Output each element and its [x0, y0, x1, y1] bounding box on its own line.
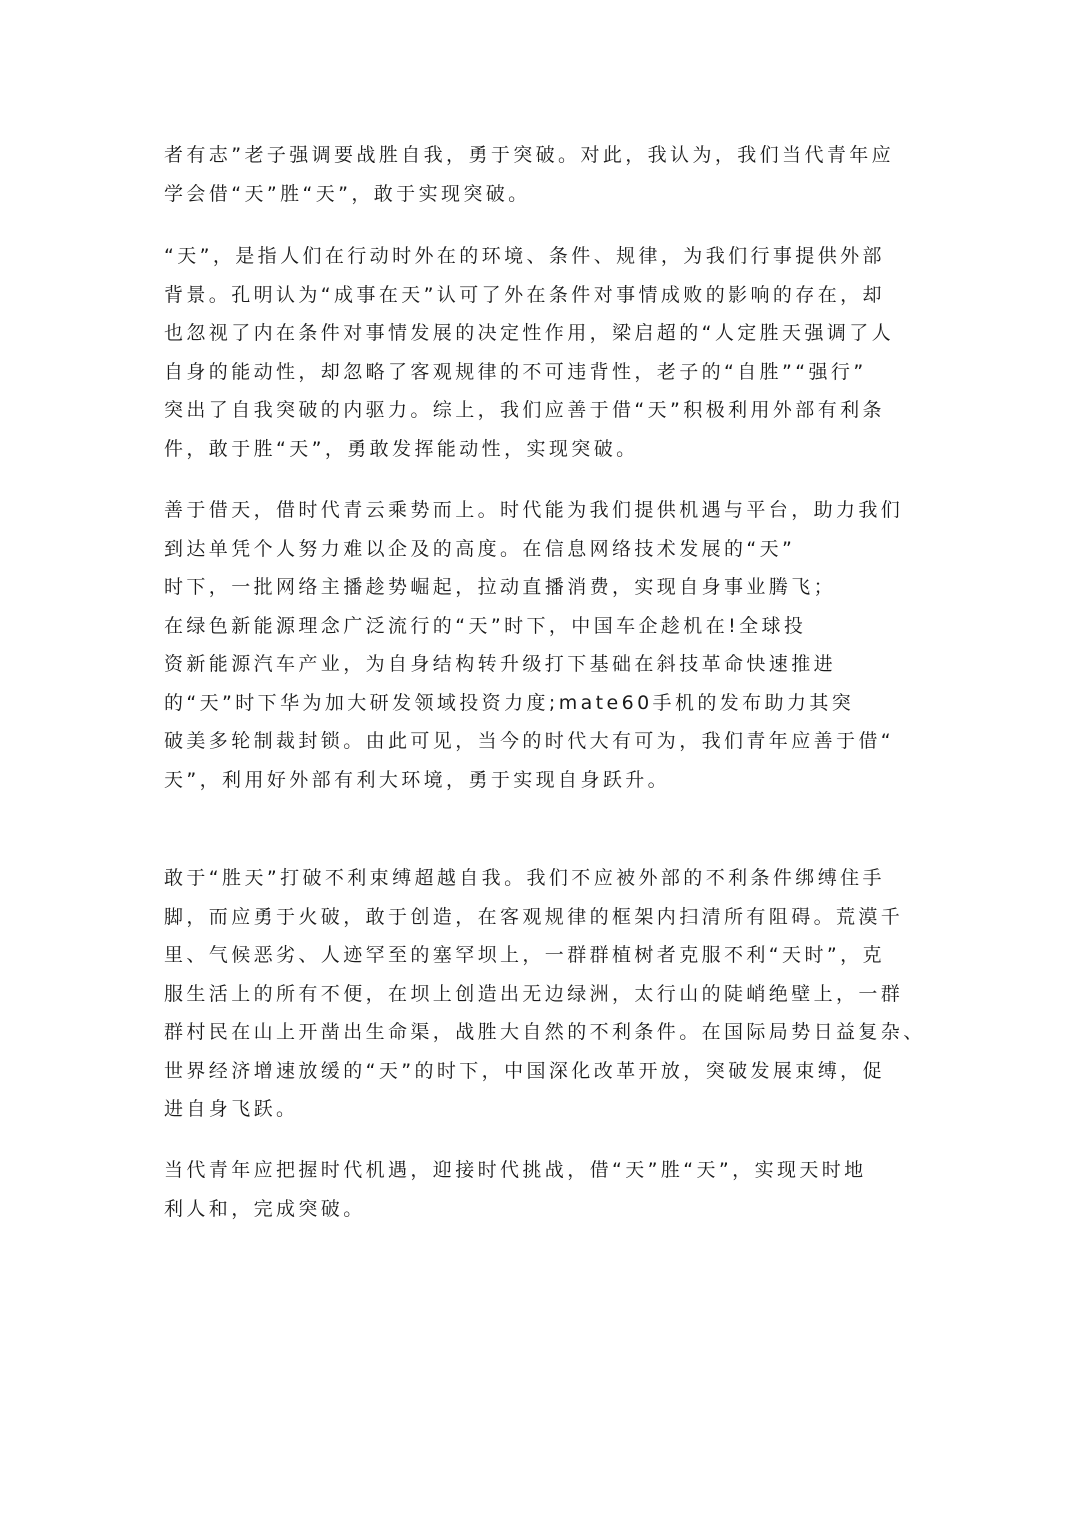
text-line: 件，敢于胜“天”，勇敢发挥能动性，实现突破。: [164, 437, 639, 460]
text-line: 服生活上的所有不便，在坝上创造出无边绿洲，太行山的陡峭绝壁上，一群: [164, 982, 904, 1005]
text-line: 善于借天，借时代青云乘势而上。时代能为我们提供机遇与平台，助力我们: [164, 499, 904, 521]
text-line: 世界经济增速放缓的“天”的时下，中国深化改革开放，突破发展束缚，促: [164, 1059, 885, 1082]
text-line: 突出了自我突破的内驱力。综上，我们应善于借“天”积极利用外部有利条: [164, 399, 885, 421]
text-line: 破美多轮制裁封锁。由此可见，当今的时代大有可为，我们青年应善于借“: [164, 730, 895, 752]
text-line: 在绿色新能源理念广泛流行的“天”时下，中国车企趁机在!全球投: [164, 614, 807, 637]
text-line: 到达单凭个人努力难以企及的高度。在信息网络技术发展的“天”: [164, 537, 796, 560]
paragraph-intro-continuation: [164, 136, 924, 213]
paragraph-conclusion: [164, 1151, 924, 1228]
text-line: 天”，利用好外部有利大环境，勇于实现自身跃升。: [164, 768, 671, 791]
paragraph-definition: [164, 237, 924, 468]
text-line: 当代青年应把握时代机遇，迎接时代挑战，借“天”胜“天”，实现天时地: [164, 1159, 867, 1181]
text-line: 者有志”老子强调要战胜自我，勇于突破。对此，我认为，我们当代青年应: [164, 144, 895, 166]
text-line: 进自身飞跃。: [164, 1098, 299, 1120]
text-line: 背景。孔明认为“成事在天”认可了外在条件对事情成败的影响的存在，却: [164, 283, 885, 306]
text-line: “天”，是指人们在行动时外在的环境、条件、规律，为我们行事提供外部: [164, 245, 885, 267]
text-line: 自身的能动性，却忽略了客观规律的不可违背性，老子的“自胜”“强行”: [164, 360, 867, 383]
text-line: 群村民在山上开凿出生命渠，战胜大自然的不利条件。在国际局势日益复杂、: [164, 1021, 926, 1043]
text-line: 的“天”时下华为加大研发领域投资力度;mate60手机的发布助力其突: [164, 691, 855, 714]
text-line: 资新能源汽车产业，为自身结构转升级打下基础在斜技革命快速推进: [164, 653, 837, 675]
text-line: 里、气候恶劣、人迹罕至的塞罕坝上，一群群植树者克服不利“天时”，克: [164, 944, 885, 966]
paragraph-borrow-heaven: [164, 491, 924, 799]
text-line: 敢于“胜天”打破不利束缚超越自我。我们不应被外部的不利条件绑缚住手: [164, 867, 885, 889]
paragraph-conquer-heaven: [164, 859, 924, 1129]
text-line: 脚，而应勇于火破，敢于创造，在客观规律的框架内扫清所有阻碍。荒漠千: [164, 905, 904, 928]
text-line: 利人和，完成突破。: [164, 1197, 366, 1220]
text-line: 学会借“天”胜“天”，敢于实现突破。: [164, 182, 531, 205]
text-line: 也忽视了内在条件对事情发展的决定性作用，梁启超的“人定胜天强调了人: [164, 322, 895, 344]
text-line: 时下，一批网络主播趁势崛起，拉动直播消费，实现自身事业腾飞；: [164, 576, 837, 598]
